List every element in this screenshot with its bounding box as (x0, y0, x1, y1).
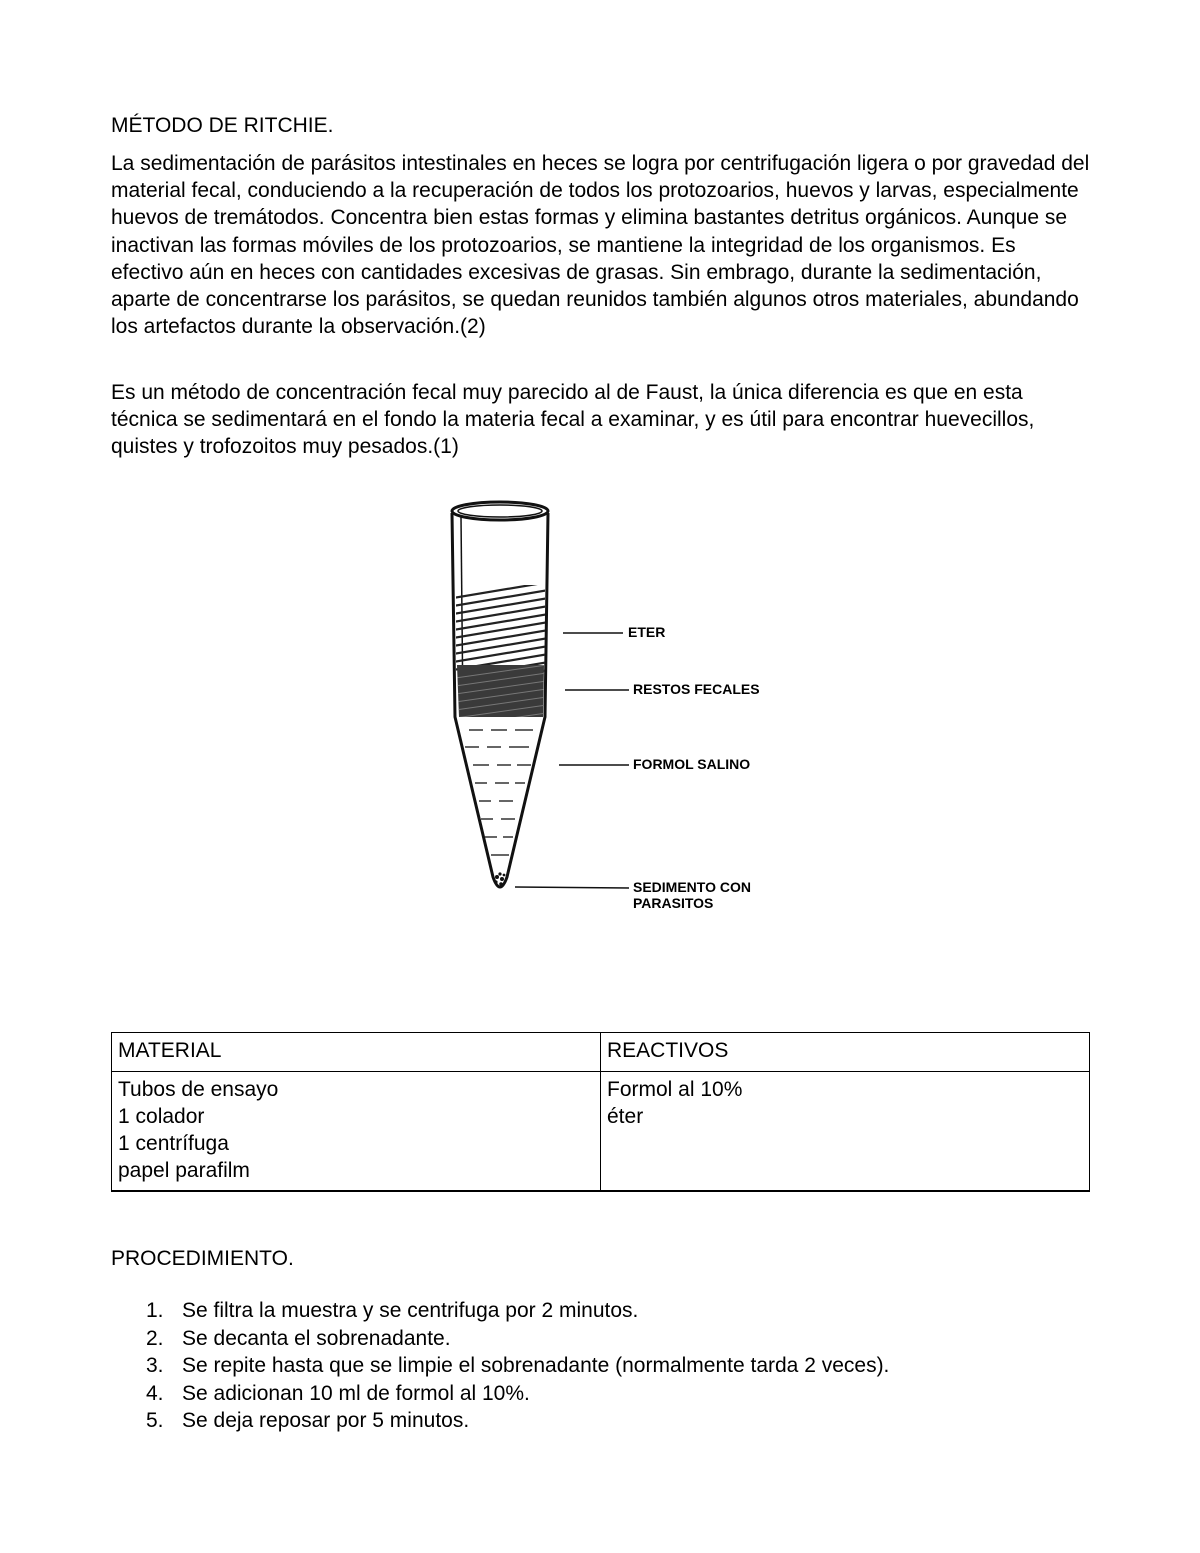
paragraph-sedimentacion: La sedimentación de parásitos intestinales en heces se logra por centrifugación ligera o por gravedad del material fecal, conduciendo a la recuperación de todos los protozoarios, huevos y larvas, especialmente huevos de tremátodos. Concentra bien estas formas y elimina bastantes detritus orgánicos. Aunque se inactivan las formas móviles de los protozoarios, se mantiene la integridad de los organismos. Es efectivo aún en heces con cantidades excesivas de grasas. Sin embrago, durante la sedimentación, aparte de concentrarse los parásitos, se quedan reunidos también algunos otros materiales, abundando los artefactos durante la observación.(2) (111, 152, 1090, 339)
label-restos-fecales: RESTOS FECALES (633, 681, 760, 697)
paragraph-faust: Es un método de concentración fecal muy parecido al de Faust, la única diferencia es que en esta técnica se sedimentará en el fondo la materia fecal a examinar, y es útil para encontrar huevecillos, quistes y trofozoitos muy pesados.(1) (111, 381, 1035, 459)
step-text: Se decanta el sobrenadante. (182, 1326, 451, 1350)
centrifuge-tube-figure (411, 485, 791, 917)
table-row (112, 1072, 1090, 1192)
tube-diagram (411, 485, 791, 917)
material-item: papel parafilm (118, 1159, 250, 1182)
step-number: 4. (146, 1381, 164, 1405)
step-number: 2. (146, 1326, 164, 1350)
materials-table (111, 1032, 1090, 1192)
procedure-title: PROCEDIMIENTO. (111, 1247, 294, 1270)
label-formol-salino: FORMOL SALINO (633, 756, 751, 772)
list-item (111, 1407, 889, 1435)
step-number: 3. (146, 1354, 164, 1377)
step-text: Se adicionan 10 ml de formol al 10%. (182, 1381, 530, 1405)
header-reactivos: REACTIVOS (601, 1033, 1090, 1072)
step-text: Se filtra la muestra y se centrifuga por 2 minutos. (182, 1299, 639, 1322)
label-sedimento-1: SEDIMENTO CON (633, 879, 751, 895)
document-title: MÉTODO DE RITCHIE. (111, 114, 334, 137)
reactivo-item: éter (607, 1105, 644, 1128)
procedure-steps (111, 1297, 889, 1435)
label-sedimento-2: PARASITOS (633, 895, 714, 911)
step-number: 5. (146, 1409, 164, 1432)
formol-layer (465, 730, 533, 855)
fecal-layer (441, 663, 561, 728)
table-header-row (112, 1033, 1090, 1072)
step-text: Se deja reposar por 5 minutos. (182, 1409, 470, 1432)
list-item (111, 1352, 889, 1380)
list-item (111, 1380, 889, 1408)
material-item: Tubos de ensayo (118, 1078, 279, 1101)
list-item (111, 1297, 889, 1325)
material-cell (112, 1072, 601, 1192)
pointer-sedimento (515, 887, 629, 888)
step-text: Se repite hasta que se limpie el sobrenadante (normalmente tarda 2 veces). (182, 1354, 890, 1377)
reactivos-cell (601, 1072, 1090, 1192)
label-eter: ETER (628, 624, 666, 640)
header-material: MATERIAL (112, 1033, 601, 1072)
list-item (111, 1325, 889, 1353)
step-number: 1. (146, 1299, 164, 1322)
material-item: 1 colador (118, 1105, 205, 1128)
reactivo-item: Formol al 10% (607, 1078, 743, 1101)
material-item: 1 centrífuga (118, 1132, 229, 1155)
